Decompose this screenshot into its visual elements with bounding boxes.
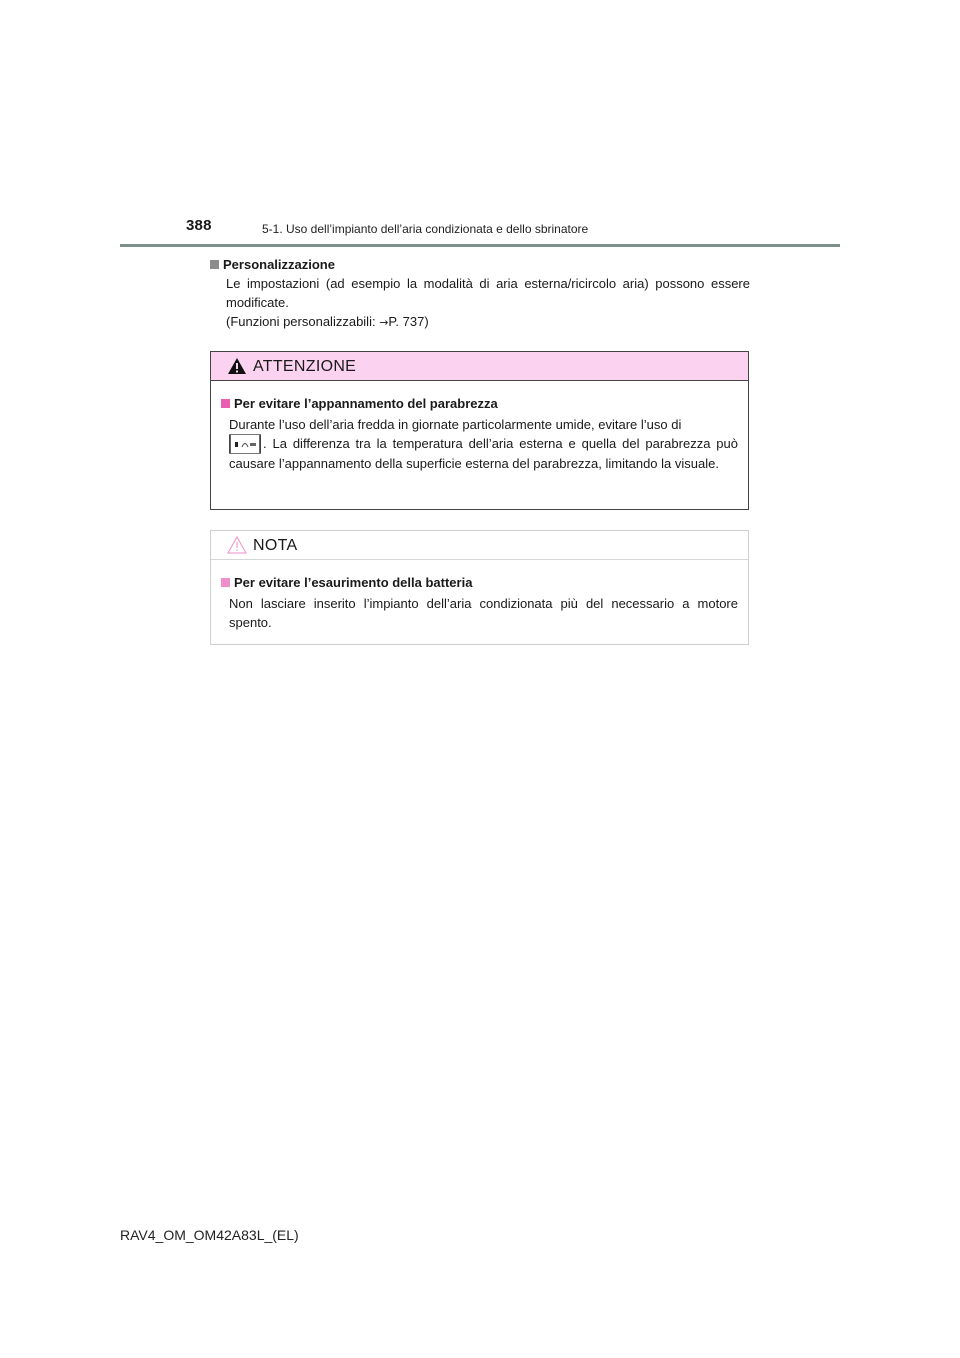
section-body (210, 274, 750, 332)
warning-item-text (221, 415, 738, 473)
warning-header (211, 352, 748, 381)
square-bullet-icon (221, 399, 230, 408)
section-text: Le impostazioni (ad esempio la modalità di aria esterna/ricircolo aria) possono essere modificate. (226, 276, 750, 310)
warning-title: ATTENZIONE (253, 358, 357, 375)
notice-item-text: Non lasciare inserito l’impianto dell’aria condizionata più del necessario a motore spento. (229, 596, 738, 630)
notice-content (211, 560, 748, 632)
notice-title: NOTA (253, 537, 298, 554)
square-bullet-icon (221, 578, 230, 587)
warning-text-after: . La differenza tra la temperatura dell’aria esterna e quella del parabrezza può causare l’appannamento della superficie esterna del parabrezza, limitando la visuale. (229, 436, 738, 471)
warning-triangle-icon (227, 357, 247, 375)
warning-box (210, 351, 749, 510)
caution-triangle-icon (227, 536, 247, 554)
notice-item-heading (221, 573, 738, 592)
notice-box (210, 530, 749, 645)
running-head: 5-1. Uso dell’impianto dell’aria condizionata e dello sbrinatore (262, 222, 589, 236)
notice-header (211, 531, 748, 560)
warning-item-heading (221, 394, 738, 413)
section-title: Personalizzazione (223, 257, 335, 272)
section-reference (226, 312, 750, 332)
arrow-right-icon: → (379, 316, 389, 329)
front-defroster-button-icon (229, 434, 261, 454)
warning-content (211, 381, 748, 473)
warning-text-before: Durante l’uso dell’aria fredda in giornate particolarmente umide, evitare l’uso di (229, 417, 682, 432)
header-rule (120, 244, 840, 247)
page-number: 388 (186, 217, 212, 234)
reference-page: P. 737) (388, 314, 429, 329)
section-heading (210, 255, 750, 274)
notice-item-title: Per evitare l’esaurimento della batteria (234, 575, 473, 590)
warning-item-title: Per evitare l’appannamento del parabrezza (234, 396, 498, 411)
square-bullet-icon (210, 260, 219, 269)
reference-prefix: (Funzioni personalizzabili: (226, 314, 380, 329)
document-code: RAV4_OM_OM42A83L_(EL) (120, 1227, 299, 1243)
personalization-section (210, 255, 750, 332)
